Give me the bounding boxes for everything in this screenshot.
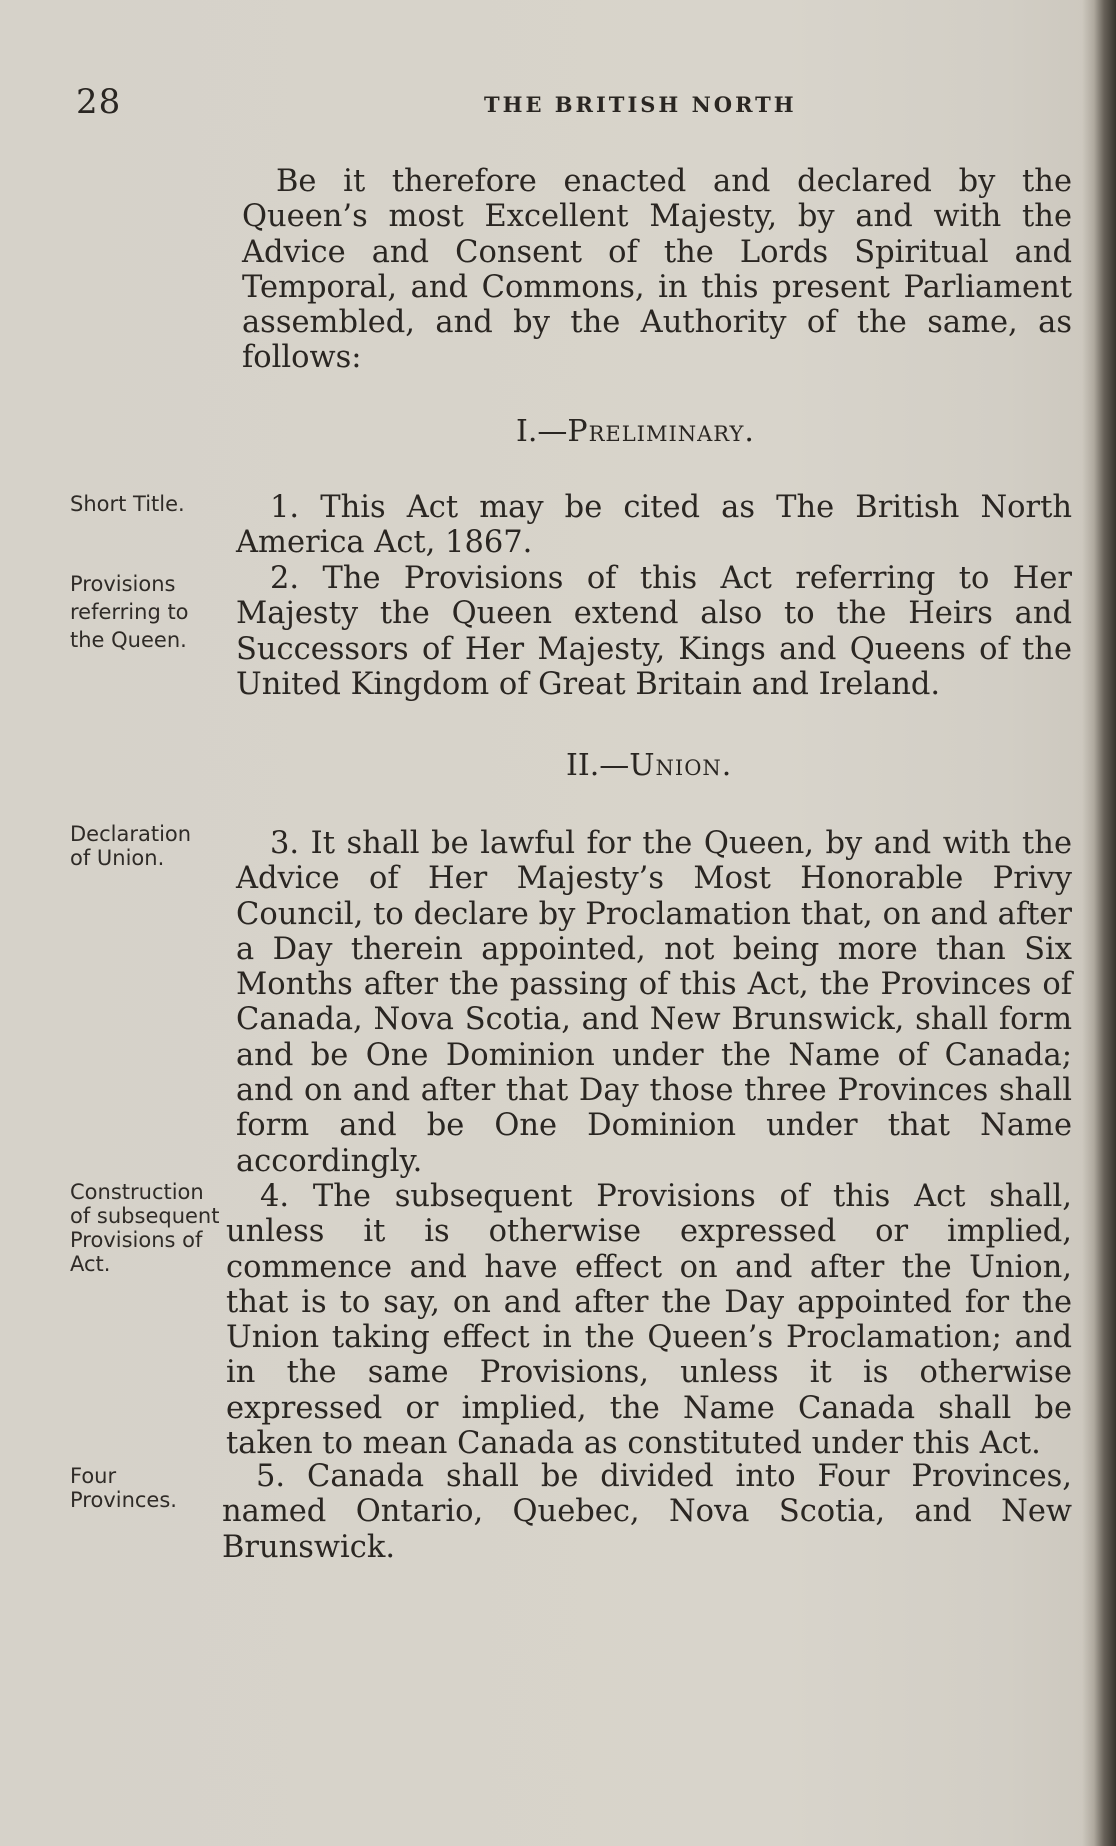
heading-preliminary-label: Preliminary.: [567, 414, 755, 449]
heading-preliminary: [516, 414, 916, 449]
preamble-paragraph: Be it therefore enacted and declared by the Queen’s most Excellent Majesty, by and with the Advice and Consent of the Lords Spiritual and Temporal, and Commons, in this present Parliament assembled, and by the Authority of the same, as follows:: [242, 164, 1072, 376]
side-note-four-provinces: Four Provinces.: [70, 1464, 177, 1512]
section-3: 3. It shall be lawful for the Queen, by and with the Advice of Her Majesty’s Most Honorable Privy Council, to declare by Proclamation that, on and after a Day therein appointed, not being more than Six Months after the passing of this Act, the Provinces of Canada, Nova Scotia, and New Brunswick, shall form and be One Dominion under the Name of Canada; and on and after that Day those three Provinces shall form and be One Dominion under that Name accordingly.: [236, 826, 1072, 1179]
section-4: 4. The subsequent Provisions of this Act shall, unless it is otherwise expressed or implied, commence and have effect on and after the Union, that is to say, on and after the Day appointed for the Union taking effect in the Queen’s Proclamation; and in the same Provisions, unless it is otherwise expressed or implied, the Name Canada shall be taken to mean Canada as constituted under this Act.: [226, 1179, 1072, 1462]
side-note-declaration-union: Declaration of Union.: [70, 822, 192, 870]
page-number: 28: [76, 82, 122, 122]
side-note-construction: Construction of subsequent Provisions of Act.: [70, 1180, 220, 1276]
page-header: [0, 82, 1116, 122]
side-note-short-title: Short Title.: [70, 492, 185, 516]
book-spine-shadow: [1082, 0, 1116, 1846]
section-1: 1. This Act may be cited as The British North America Act, 1867.: [236, 490, 1072, 561]
section-5: 5. Canada shall be divided into Four Provinces, named Ontario, Quebec, Nova Scotia, and New Brunswick.: [222, 1459, 1072, 1565]
heading-union-number: II.—: [566, 748, 630, 783]
heading-union: [566, 748, 866, 783]
side-note-provisions-queen: Provisions referring to the Queen.: [70, 572, 189, 652]
heading-union-label: Union.: [629, 748, 733, 783]
running-head: THE BRITISH NORTH: [484, 92, 797, 117]
section-2: 2. The Provisions of this Act referring to Her Majesty the Queen extend also to the Heirs and Successors of Her Majesty, Kings and Queens of the United Kingdom of Great Britain and Ireland.: [236, 561, 1072, 702]
heading-preliminary-number: I.—: [516, 414, 568, 449]
